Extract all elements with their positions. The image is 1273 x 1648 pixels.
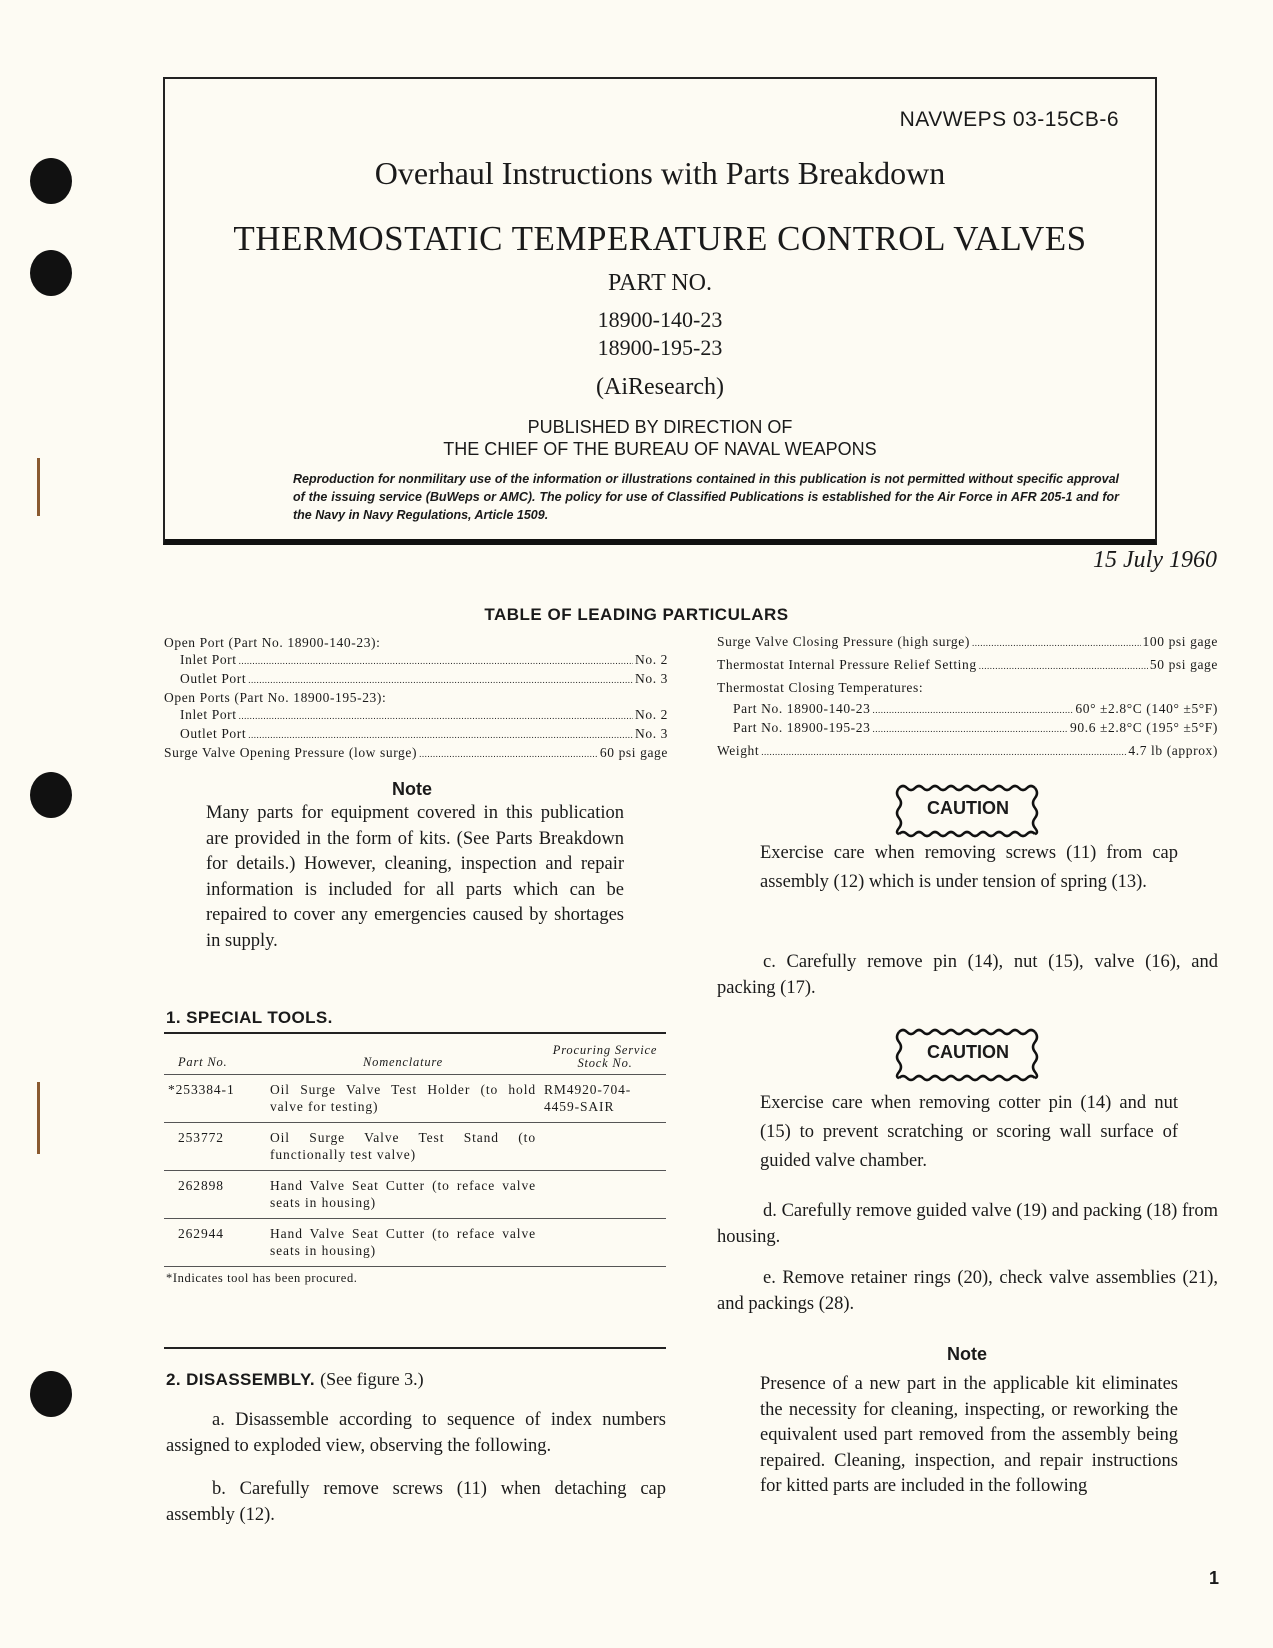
particular-value: 100 psi gage: [1142, 634, 1218, 649]
note-heading: Note: [947, 1344, 987, 1364]
step-e: e. Remove retainer rings (20), check valve assemblies (21), and packings (28).: [717, 1268, 1218, 1314]
publication-date: 15 July 1960: [1093, 547, 1217, 573]
particular-label: Thermostat Internal Pressure Relief Setting: [717, 657, 977, 672]
caution-label: CAUTION: [927, 798, 1009, 818]
leader-dots: [419, 744, 598, 763]
particular-value: No. 2: [635, 652, 668, 667]
particular-row: [164, 689, 668, 706]
particular-value: No. 2: [635, 707, 668, 722]
leader-dots: [248, 725, 633, 744]
manufacturer: (AiResearch): [596, 374, 724, 400]
particular-label: Inlet Port: [180, 652, 237, 667]
particular-row: [164, 651, 668, 670]
particular-value: No. 3: [635, 726, 668, 741]
leader-dots: [239, 651, 633, 670]
binder-hole: [30, 158, 72, 204]
particular-label: Weight: [717, 743, 760, 758]
particular-row: [717, 656, 1218, 675]
published-by: PUBLISHED BY DIRECTION OF: [527, 417, 793, 437]
table-row: [164, 1171, 666, 1219]
nomenclature-cell: Hand Valve Seat Cutter (to reface valve seats in housing): [270, 1226, 536, 1258]
particular-row: [164, 670, 668, 689]
leading-particulars-left: [164, 634, 668, 763]
note-text: Many parts for equipment covered in this publication are provided in the form of kits. (See Parts Breakdown for details.) However, cleaning, inspection and repair information is included for all parts which can be repaired to cover any emergencies caused by shortages in supply.: [206, 803, 624, 951]
disassembly-heading: 2. DISASSEMBLY.: [166, 1370, 315, 1389]
part-number: 18900-195-23: [597, 335, 723, 360]
leader-dots: [972, 633, 1141, 652]
caution-box: [893, 1026, 1043, 1082]
part-number: 18900-140-23: [597, 307, 723, 332]
section-heading-special-tools: 1. SPECIAL TOOLS.: [166, 1008, 333, 1027]
table-row: [164, 1219, 666, 1267]
note-heading: Note: [392, 779, 432, 799]
reproduction-notice: Reproduction for nonmilitary use of the information or illustrations contained in this publication is not permitted without specific approval of the issuing service (BuWeps or AMC). The policy for use of Classified Publications is established for the Air Force in AFR 205-1 and for the Navy in Navy Regulations, Article 1509.: [293, 472, 1119, 522]
document-title: THERMOSTATIC TEMPERATURE CONTROL VALVES: [233, 219, 1087, 258]
particular-label: Open Ports (Part No. 18900-195-23):: [164, 690, 387, 705]
caution-text: Exercise care when removing cotter pin (14) and nut (15) to prevent scratching or scoring wall surface of guided valve chamber.: [760, 1093, 1178, 1171]
particular-row: [164, 706, 668, 725]
stock-no-cell: [544, 1177, 666, 1211]
leader-dots: [761, 742, 1126, 761]
binder-hole: [30, 1371, 72, 1417]
step-d: d. Carefully remove guided valve (19) and packing (18) from housing.: [717, 1201, 1218, 1247]
particular-row: [717, 742, 1218, 761]
column-header: Part No.: [178, 1055, 228, 1069]
particular-value: 4.7 lb (approx): [1128, 743, 1218, 758]
page-number: 1: [1208, 1568, 1219, 1588]
particular-row: [164, 634, 668, 651]
caution-box: [893, 782, 1043, 838]
stock-no-cell: RM4920-704-4459-SAIR: [544, 1082, 632, 1114]
leading-particulars-title: TABLE OF LEADING PARTICULARS: [484, 605, 789, 624]
step-c: c. Carefully remove pin (14), nut (15), valve (16), and packing (17).: [717, 952, 1218, 998]
particular-label: Surge Valve Opening Pressure (low surge): [164, 745, 418, 760]
leader-dots: [248, 670, 633, 689]
table-row: [164, 1075, 666, 1123]
leader-dots: [872, 700, 1073, 719]
particular-label: Surge Valve Closing Pressure (high surge): [717, 634, 970, 649]
particular-value: No. 3: [635, 671, 668, 686]
stock-no-cell: [544, 1129, 666, 1163]
particular-label: Outlet Port: [180, 671, 247, 686]
table-footnote: *Indicates tool has been procured.: [166, 1271, 358, 1285]
particular-row: [717, 679, 1218, 696]
leader-dots: [239, 706, 633, 725]
leading-particulars-right: [717, 633, 1218, 765]
particular-row: [717, 700, 1218, 719]
part-no-label: PART NO.: [608, 270, 712, 296]
step-b: b. Carefully remove screws (11) when detaching cap assembly (12).: [166, 1479, 666, 1525]
particular-label: Thermostat Closing Temperatures:: [717, 680, 924, 695]
binder-hole: [30, 250, 72, 296]
publishing-authority: THE CHIEF OF THE BUREAU OF NAVAL WEAPONS: [443, 439, 877, 459]
nomenclature-cell: Hand Valve Seat Cutter (to reface valve seats in housing): [270, 1178, 536, 1210]
leader-dots: [979, 656, 1148, 675]
particular-label: Part No. 18900-140-23: [733, 701, 871, 716]
nomenclature-cell: Oil Surge Valve Test Holder (to hold valve for testing): [270, 1082, 536, 1114]
special-tools-table: [164, 1032, 666, 1286]
stock-no-cell: [544, 1225, 666, 1259]
part-no-cell: 262898: [178, 1178, 224, 1193]
title-block: [163, 77, 1157, 545]
document-subtitle: Overhaul Instructions with Parts Breakdown: [374, 155, 946, 191]
edge-mark: [37, 458, 40, 516]
particular-row: [164, 725, 668, 744]
particular-row: [717, 719, 1218, 738]
leader-dots: [872, 719, 1068, 738]
particular-value: 60 psi gage: [599, 745, 668, 760]
column-header: Procuring Service Stock No.: [552, 1043, 658, 1070]
particular-label: Outlet Port: [180, 726, 247, 741]
step-a: a. Disassemble according to sequence of index numbers assigned to exploded view, observing the following.: [166, 1410, 666, 1456]
nomenclature-cell: Oil Surge Valve Test Stand (to functionally test valve): [270, 1130, 536, 1162]
particular-row: [164, 744, 668, 763]
particular-value: 50 psi gage: [1149, 657, 1218, 672]
part-no-cell: *253384-1: [168, 1082, 235, 1097]
part-no-cell: 253772: [178, 1130, 224, 1145]
note-text: Presence of a new part in the applicable kit eliminates the necessity for cleaning, inspecting, or reworking the equivalent used part removed from the assembly being repaired. Cleaning, inspection, and repair instructions for kitted parts are included in the following: [760, 1374, 1178, 1496]
table-header: [164, 1034, 666, 1075]
table-row: [164, 1123, 666, 1171]
section-heading-disassembly: [166, 1369, 424, 1390]
document-number: NAVWEPS 03-15CB-6: [899, 108, 1119, 131]
binder-hole: [30, 772, 72, 818]
particular-value: 90.6 ±2.8°C (195° ±5°F): [1070, 720, 1218, 735]
particular-row: [717, 633, 1218, 652]
particular-label: Inlet Port: [180, 707, 237, 722]
caution-label: CAUTION: [927, 1042, 1009, 1062]
particular-label: Part No. 18900-195-23: [733, 720, 871, 735]
edge-mark: [37, 1082, 40, 1154]
particular-value: 60° ±2.8°C (140° ±5°F): [1075, 701, 1218, 716]
part-no-cell: 262944: [178, 1226, 224, 1241]
particular-label: Open Port (Part No. 18900-140-23):: [164, 635, 381, 650]
caution-text: Exercise care when removing screws (11) from cap assembly (12) which is under tension of spring (13).: [760, 843, 1178, 892]
section-divider: [164, 1347, 666, 1349]
figure-reference: (See figure 3.): [320, 1369, 424, 1389]
column-header: Nomenclature: [363, 1055, 443, 1069]
